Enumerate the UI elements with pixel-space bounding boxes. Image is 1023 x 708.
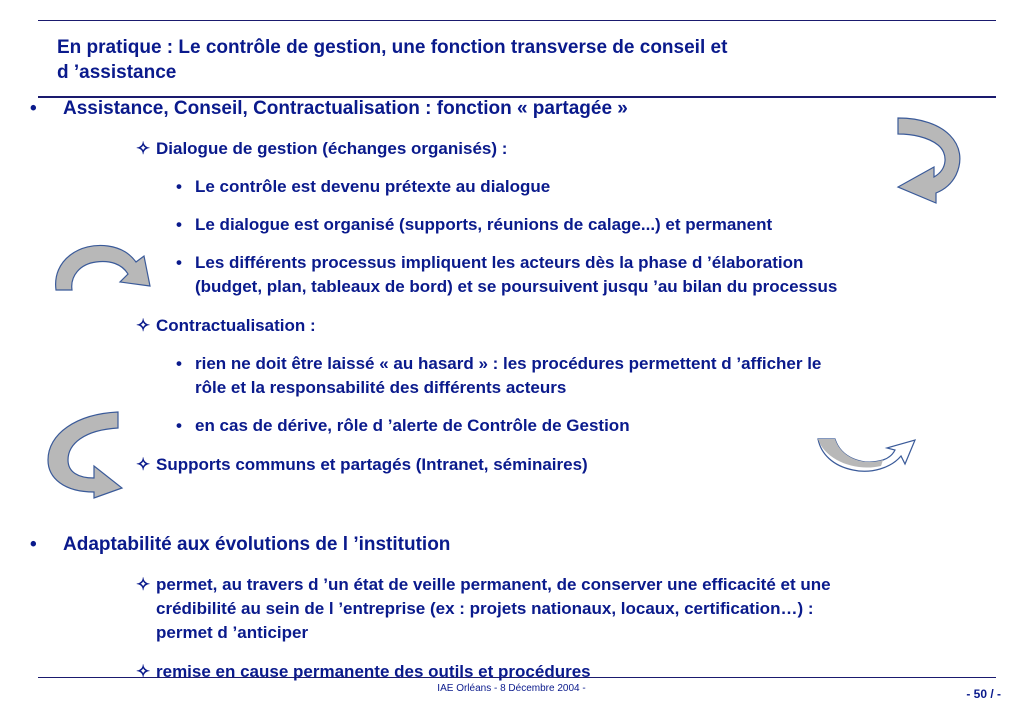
bullet-marker: •	[30, 534, 37, 555]
footer-rule	[38, 677, 996, 678]
title-line-1: En pratique : Le contrôle de gestion, une fonction transverse de conseil et	[57, 37, 728, 58]
curved-arrow-icon	[50, 240, 155, 295]
top-rule	[38, 20, 996, 21]
diamond-icon: ✧	[136, 662, 151, 681]
bullet-marker: •	[176, 177, 182, 196]
section1-heading: Assistance, Conseil, Contractualisation : fonction « partagée »	[63, 98, 628, 119]
contract-item-1-line-1: rien ne doit être laissé « au hasard » : les procédures permettent d ’afficher le	[195, 354, 822, 373]
contract-heading: Contractualisation :	[156, 316, 316, 335]
footer-text: IAE Orléans - 8 Décembre 2004 -	[437, 683, 586, 694]
dialogue-item-3-line-1: Les différents processus impliquent les acteurs dès la phase d ’élaboration	[195, 253, 804, 272]
dialogue-heading: Dialogue de gestion (échanges organisés) :	[156, 139, 508, 158]
diamond-icon: ✧	[136, 139, 151, 158]
adapt-item-1-line-1: permet, au travers d ’un état de veille permanent, de conserver une efficacité et une	[156, 575, 831, 594]
bullet-marker: •	[176, 215, 182, 234]
supports-heading: Supports communs et partagés (Intranet, séminaires)	[156, 455, 588, 474]
title-line-2: d ’assistance	[57, 62, 177, 83]
dialogue-item-1: Le contrôle est devenu prétexte au dialogue	[195, 177, 551, 196]
adapt-item-1-line-2: crédibilité au sein de l ’entreprise (ex : projets nationaux, locaux, certification…) :	[156, 599, 814, 618]
bullet-marker: •	[30, 98, 37, 119]
adapt-item-2: remise en cause permanente des outils et procédures	[156, 662, 591, 681]
diamond-icon: ✧	[136, 455, 151, 474]
diamond-icon: ✧	[136, 575, 151, 594]
bullet-marker: •	[176, 253, 182, 272]
section2-heading: Adaptabilité aux évolutions de l ’institution	[63, 534, 451, 555]
contract-item-1-line-2: rôle et la responsabilité des différents acteurs	[195, 378, 567, 397]
dialogue-item-2: Le dialogue est organisé (supports, réunions de calage...) et permanent	[195, 215, 773, 234]
adapt-item-1-line-3: permet d ’anticiper	[156, 623, 309, 642]
contract-item-2: en cas de dérive, rôle d ’alerte de Contrôle de Gestion	[195, 416, 630, 435]
curved-arrow-icon	[44, 408, 124, 500]
slide-title	[57, 35, 937, 85]
diamond-icon: ✧	[136, 316, 151, 335]
curved-arrow-icon	[815, 436, 920, 476]
curved-arrow-icon	[890, 115, 970, 210]
bullet-marker: •	[176, 416, 182, 435]
bullet-marker: •	[176, 354, 182, 373]
page-number: - 50 / -	[966, 687, 1001, 701]
dialogue-item-3-line-2: (budget, plan, tableaux de bord) et se poursuivent jusqu ’au bilan du processus	[195, 277, 838, 296]
